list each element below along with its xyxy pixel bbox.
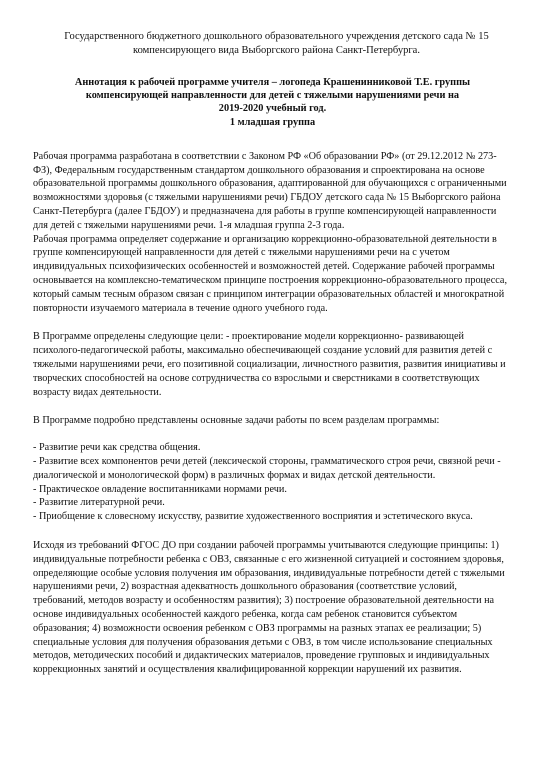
list-item: - Развитие литературной речи. <box>33 497 165 509</box>
header-line-1: Государственного бюджетного дошкольного образовательного учреждения детского сада № 15 <box>64 31 489 42</box>
header-line-2: компенсирующего вида Выборгского района Санкт-Петербурга. <box>133 45 420 56</box>
title-line-1: Аннотация к рабочей программе учителя – логопеда Крашенинниковой Т.Е. группы <box>74 77 471 88</box>
title-line-3: 2019-2020 учебный год. <box>218 103 327 115</box>
title-line-2: компенсирующей направленности для детей с тяжелыми нарушениями речи на <box>85 90 460 102</box>
annotation-title <box>33 76 512 129</box>
paragraph-goals: В Программе определены следующие цели: - проектирование модели коррекционно- развивающей психолого-педагогической работы, максимально обеспечивающей создание условий для развития детей с тяжелыми нарушениями речи, его позитивной социализации, личностного развития, развития инициативы и творческих способностей на основе сотрудничества со взрослыми и сверстниками в соответствующих возрасту видах деятельности. <box>33 331 506 398</box>
institution-header <box>41 30 512 58</box>
paragraph-principles: Исходя из требований ФГОС ДО при создании рабочей программы учитываются следующие принципы: 1) индивидуальные потребности ребенка с ОВЗ, связанные с его жизненной ситуацией и состоянием здоровья, определяющие особые условия получения им образования, индивидуальные потребности детей с тяжелыми нарушениями речи, 2) возрастная адекватность дошкольного образования (соответствие условий, требований, методов возрасту и особенностям развития); 3) построение образовательной деятельности на основе индивидуальных особенностей каждого ребенка, когда сам ребенок становится субъектом образования; 4) возможности освоения ребенком с ОВЗ программы на разных этапах ее реализации; 5) специальные условия для получения образования детьми с ОВЗ, в том числе использование специальных методов, методических пособий и дидактических материалов, проведение групповых и индивидуальных коррекционных занятий и осуществления квалифицированной коррекции нарушений их развития. <box>33 539 505 676</box>
list-item: - Практическое овладение воспитанниками нормами речи. <box>33 483 287 495</box>
list-item: - Развитие всех компонентов речи детей (лексической стороны, грамматического строя речи, связной речи - диалогической и монологической форм) в различных формах и видах детской деятельности. <box>33 455 501 481</box>
paragraph-legal-basis: Рабочая программа разработана в соответствии с Законом РФ «Об образовании РФ» (от 29.12.2012 № 273-ФЗ), Федеральным государственным стандартом дошкольного образования и спроектирована на основе образовательной программы дошкольного образования, адаптированной для обучающихся с ограниченными возможностями здоровья (с тяжелыми нарушениями речи) ГБДОУ детского сада № 15 Выборгского района Санкт-Петербурга (далее ГБДОУ) и предназначена для работы в группе компенсирующей направленности для детей с тяжелыми нарушениями речи. 1-я младшая группа 2-3 года. <box>33 150 507 231</box>
paragraph-program-content: Рабочая программа определяет содержание и организацию коррекционно-образовательной деятельности в группе компенсирующей направленности для детей с тяжелыми нарушениями речи на с учетом индивидуальных психофизических особенностей и возможностей детей. Содержание рабочей программы основывается на комплексно-тематическом принципе построения коррекционно-образовательного процесса, который самым тесным образом связан с принципом интеграции образовательных областей и многократной повторности изучаемого материала в течение одного учебного года. <box>33 233 508 314</box>
paragraph-tasks-intro: В Программе подробно представлены основные задачи работы по всем разделам программы: <box>33 415 440 427</box>
list-item: - Развитие речи как средства общения. <box>33 442 201 454</box>
list-item: - Приобщение к словесному искусству, развитие художественного восприятия и эстетического вкуса. <box>33 511 473 523</box>
tasks-list <box>33 441 512 524</box>
title-line-4: 1 младшая группа <box>229 116 316 128</box>
